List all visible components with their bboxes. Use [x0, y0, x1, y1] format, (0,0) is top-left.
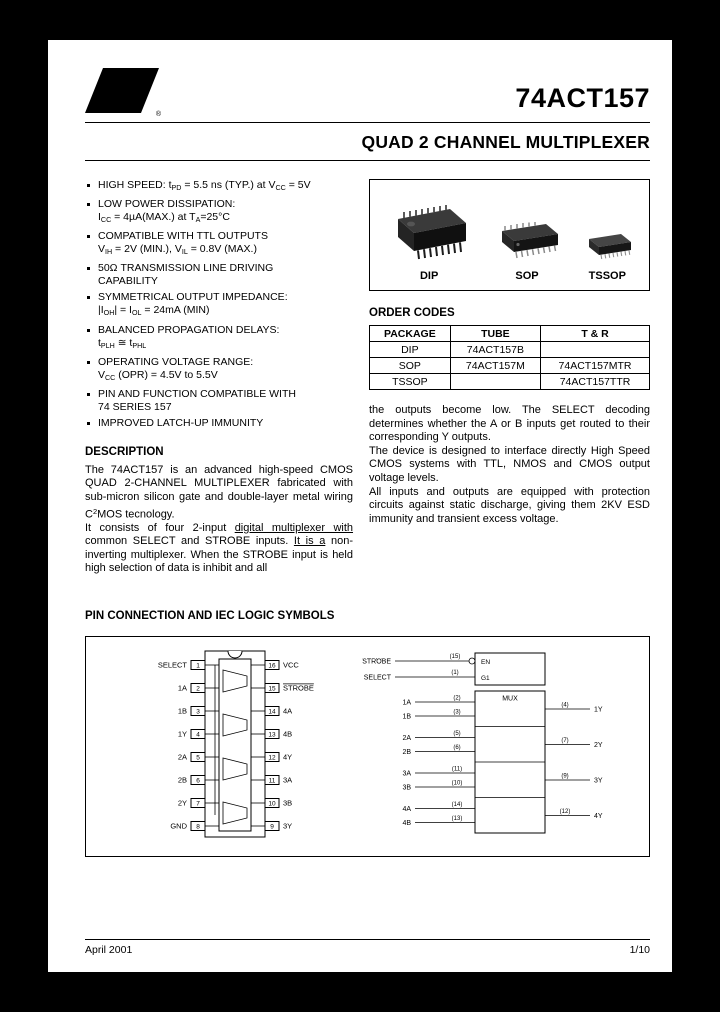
pin-number: 10	[268, 800, 276, 808]
table-cell: 74ACT157TTR	[541, 374, 650, 390]
input-pin-number: (5)	[453, 730, 461, 737]
column-header: TUBE	[450, 326, 540, 342]
input-label: 3B	[402, 784, 411, 792]
pin-label: VCC	[283, 660, 299, 670]
package-label-dip: DIP	[419, 270, 439, 282]
datasheet-page	[48, 40, 672, 972]
description-paragraph: It consists of four 2-input digital multiplexer with common SELECT and STROBE inputs. It is a non-inverting multiplexer. When the STROBE input is held high selection of data is inhibit and all	[85, 521, 354, 575]
pin-number: 3	[196, 708, 200, 716]
input-label: 2B	[402, 748, 411, 756]
input-label: 1A	[402, 699, 411, 707]
pin-number: 1	[196, 662, 200, 670]
package-dip	[382, 201, 477, 282]
strobe-pin-number: (15)	[449, 653, 461, 660]
pin-number: 2	[196, 685, 200, 693]
mux-label: MUX	[502, 695, 518, 703]
description-continued	[369, 404, 650, 526]
package-drawings-box	[369, 179, 650, 291]
table-cell: SOP	[370, 358, 451, 374]
pin-number: 8	[196, 823, 200, 831]
feature-item: 50Ω TRANSMISSION LINE DRIVING CAPABILITY	[85, 262, 353, 288]
pin-connection-figure	[88, 645, 647, 845]
input-pin-number: (11)	[451, 766, 463, 773]
order-codes-heading: ORDER CODES	[369, 307, 455, 319]
description-paragraph: All inputs and outputs are equipped with protection circuits against static discharge, giving them 2KV ESD immunity and transient excess voltage.	[369, 485, 650, 525]
table-cell: DIP	[370, 342, 451, 358]
footer-page-number: 1/10	[629, 944, 650, 956]
pin-number: 16	[268, 662, 276, 670]
content-columns	[85, 179, 650, 576]
table-cell: 74ACT157M	[450, 358, 540, 374]
left-column	[85, 179, 353, 576]
select-pin-number: (1)	[451, 669, 459, 676]
feature-item: IMPROVED LATCH-UP IMMUNITY	[85, 417, 353, 430]
registered-trademark: ®	[155, 111, 161, 118]
feature-item: COMPATIBLE WITH TTL OUTPUTS $V_{IH} = 2V$ (MIN.), $V_{IL} = 0.8V$ (MAX.)	[85, 230, 353, 259]
feature-item: PIN AND FUNCTION COMPATIBLE WITH 74 SERIES 157	[85, 388, 353, 414]
description-paragraph: the outputs become low. The SELECT decoding determines whether the A or B inputs get routed to their corresponding Y outputs.	[369, 404, 650, 444]
pin-number: 11	[268, 777, 276, 785]
input-pin-number: (6)	[453, 744, 461, 751]
pin-number: 7	[196, 800, 200, 808]
input-label: 4A	[402, 805, 411, 813]
pin-number: 4	[196, 731, 200, 739]
feature-item: HIGH SPEED: $t_{PD} = 5.5$ ns (TYP.) at $V_{CC} = 5V$	[85, 179, 353, 195]
pin-label: 3B	[283, 798, 293, 808]
output-pin-number: (4)	[561, 702, 569, 709]
title-divider	[85, 160, 650, 161]
description-paragraph: The 74ACT157 is an advanced high-speed CMOS QUAD 2-CHANNEL MULTIPLEXER fabricated with sub-micron silicon gate and double-layer metal wiring $C^2MOS$ tecnology.	[85, 463, 353, 520]
header-divider	[85, 122, 650, 123]
input-pin-number: (2)	[453, 695, 461, 702]
table-cell: TSSOP	[370, 374, 451, 390]
st-logo	[85, 66, 163, 116]
output-label: 4Y	[594, 812, 603, 820]
iec-g1-label: G1	[481, 674, 490, 682]
pin-label: 1A	[177, 683, 187, 693]
input-label: 3A	[402, 770, 411, 778]
part-number: 74ACT157	[515, 83, 650, 113]
feature-item: BALANCED PROPAGATION DELAYS: $t_{PLH}$ ≅ $t_{PHL}$	[85, 324, 353, 353]
table-row	[370, 358, 650, 374]
sop-package-icon	[488, 215, 566, 265]
package-label-tssop: TSSOP	[588, 270, 626, 282]
pin-label: 3Y	[283, 821, 293, 831]
input-label: 4B	[402, 819, 411, 827]
table-cell: 74ACT157MTR	[541, 358, 650, 374]
table-cell	[450, 374, 540, 390]
tssop-package-icon	[577, 225, 637, 265]
pin-label: 1Y	[177, 729, 187, 739]
pin-label: 4Y	[283, 752, 293, 762]
feature-item: SYMMETRICAL OUTPUT IMPEDANCE: $|I_{OH}| = I_{OL} = 24mA$ (MIN)	[85, 291, 353, 320]
right-column	[369, 179, 650, 576]
output-label: 2Y	[594, 741, 603, 749]
output-pin-number: (7)	[561, 737, 569, 744]
dip-package-icon	[382, 201, 477, 265]
pin-number: 12	[268, 754, 276, 762]
page-footer	[85, 939, 650, 958]
pin-label: 2B	[177, 775, 187, 785]
column-header: T & R	[541, 326, 650, 342]
pin-number: 9	[270, 823, 274, 831]
table-cell: 74ACT157B	[450, 342, 540, 358]
input-pin-number: (10)	[451, 780, 463, 787]
description-heading: DESCRIPTION	[85, 445, 164, 458]
input-pin-number: (3)	[453, 709, 461, 716]
input-label: 1B	[402, 713, 411, 721]
description-paragraph: The device is designed to interface directly High Speed CMOS systems with TTL, NMOS and CMOS output voltage levels.	[369, 444, 650, 484]
pin-label: 2Y	[177, 798, 187, 808]
order-codes-table	[369, 325, 650, 390]
st-logo-text: ST	[105, 76, 144, 109]
pin-label: 1B	[177, 706, 187, 716]
table-row	[370, 342, 650, 358]
output-label: 1Y	[594, 706, 603, 714]
input-pin-number: (14)	[451, 801, 463, 808]
table-header-row	[370, 326, 650, 342]
feature-item: LOW POWER DISSIPATION: $I_{CC} = 4\mu A(MAX.)$ at $T_A=25^\circ C$	[85, 198, 353, 227]
table-cell	[541, 342, 650, 358]
table-row	[370, 374, 650, 390]
strobe-label: STROBE	[362, 658, 391, 666]
output-pin-number: (12)	[559, 808, 571, 815]
input-label: 2A	[402, 734, 411, 742]
package-sop	[488, 215, 566, 282]
pin-label: 2A	[177, 752, 187, 762]
pin-label: 4B	[283, 729, 293, 739]
column-header: PACKAGE	[370, 326, 451, 342]
input-pin-number: (13)	[451, 815, 463, 822]
output-label: 3Y	[594, 777, 603, 785]
page-title: QUAD 2 CHANNEL MULTIPLEXER	[361, 132, 650, 152]
pin-number: 5	[196, 754, 200, 762]
package-tssop	[577, 225, 637, 282]
pin-label: STROBE	[283, 683, 314, 693]
select-label: SELECT	[363, 674, 391, 682]
pin-label: SELECT	[157, 660, 187, 670]
pin-label: 4A	[283, 706, 293, 716]
dip-pinout-diagram	[191, 651, 279, 837]
pin-number: 15	[268, 685, 276, 693]
footer-divider	[85, 939, 650, 940]
description-text	[85, 464, 353, 576]
pin-connection-heading: PIN CONNECTION AND IEC LOGIC SYMBOLS	[85, 609, 335, 622]
pin-number: 13	[268, 731, 276, 739]
footer-date: April 2001	[85, 944, 133, 956]
pin-label: GND	[170, 821, 187, 831]
st-logo-icon	[85, 66, 163, 116]
package-label-sop: SOP	[515, 270, 539, 282]
features-list	[85, 179, 353, 430]
output-pin-number: (9)	[561, 773, 569, 780]
pin-label: 3A	[283, 775, 293, 785]
page-header	[85, 64, 650, 116]
pin-number: 6	[196, 777, 200, 785]
pin-connection-box	[85, 636, 650, 857]
iec-labels	[362, 654, 603, 827]
feature-item: OPERATING VOLTAGE RANGE: $V_{CC}$ (OPR) = 4.5V to 5.5V	[85, 356, 353, 385]
iec-enable-label: EN	[481, 658, 491, 666]
pin-number: 14	[268, 708, 276, 716]
